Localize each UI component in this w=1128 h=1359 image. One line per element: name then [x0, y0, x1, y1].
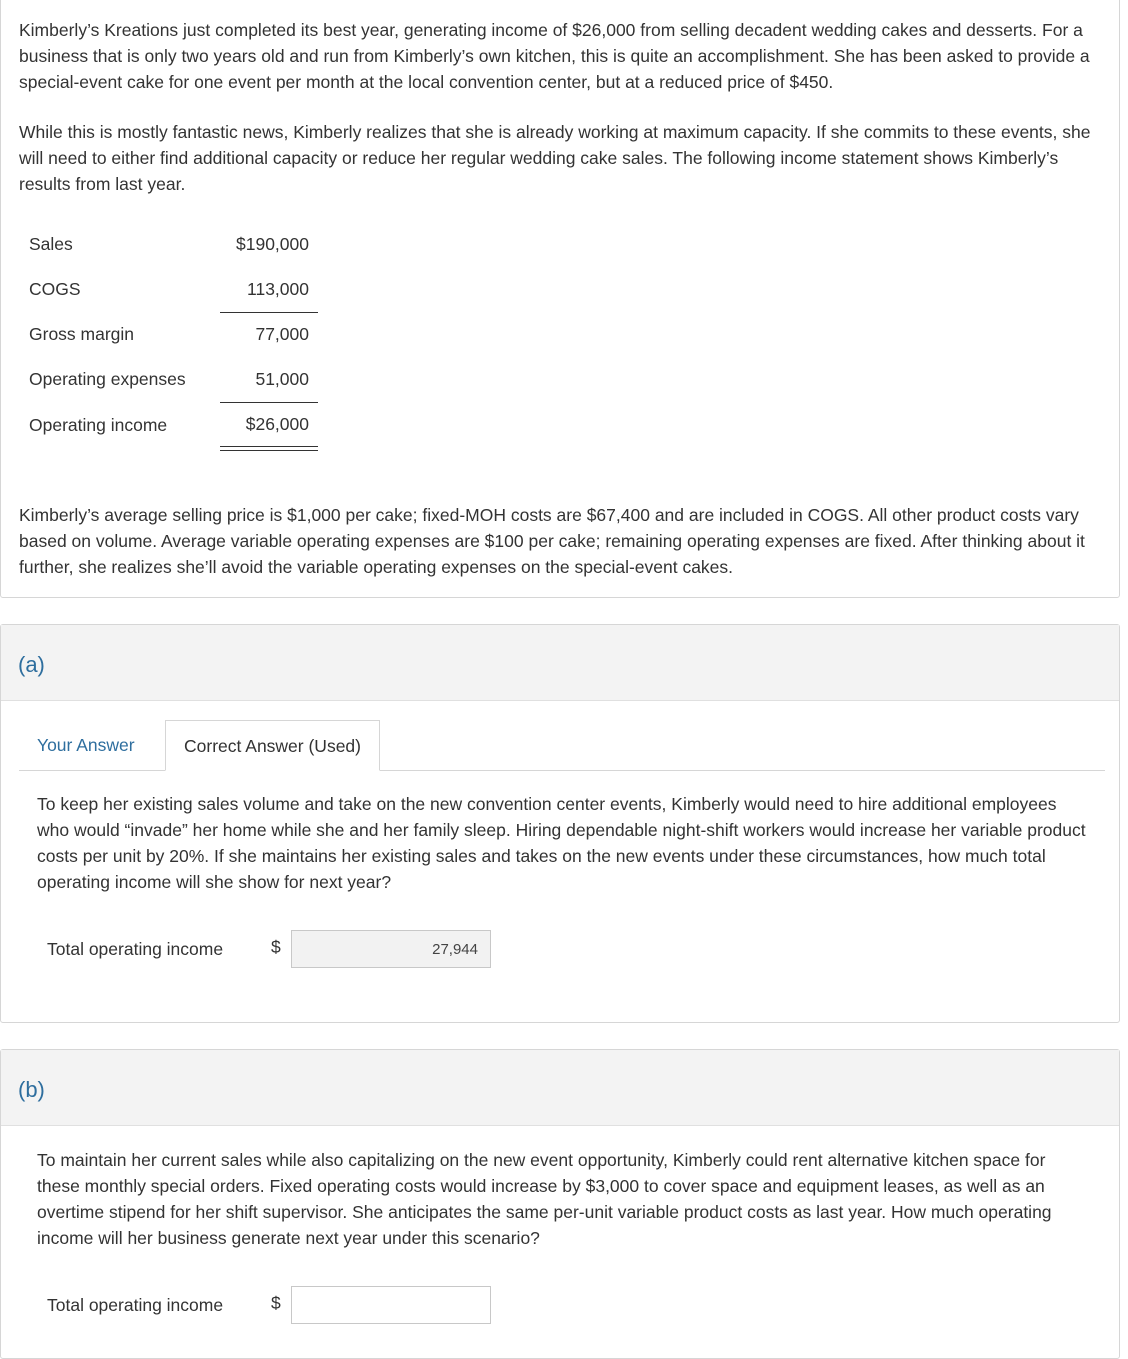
part-b-answer-label: Total operating income: [47, 1295, 224, 1315]
part-a-answer-label: Total operating income: [47, 939, 224, 959]
stmt-double-underline: [220, 450, 318, 451]
stmt-value-operating-expenses: 51,000: [255, 369, 309, 389]
part-a-currency: $: [271, 937, 281, 957]
stmt-label-operating-expenses: Operating expenses: [29, 369, 186, 389]
stmt-value-cogs: 113,000: [247, 279, 309, 299]
part-b-answer-input[interactable]: [291, 1286, 491, 1324]
stmt-underline: [220, 312, 318, 313]
part-b-question: To maintain her current sales while also capitalizing on the new event opportunity, Kimberly could rent alternative kitchen space for these monthly special orders. Fixed operating costs would increase by $3,000 to cover space and equipment leases, as well as an overtime stipend for her shift supervisor. She anticipates the same per-unit variable product costs as last year. How much operating income will her business generate next year under this scenario?: [37, 1150, 1052, 1248]
stmt-value-operating-income: $26,000: [245, 414, 309, 434]
stmt-label-cogs: COGS: [29, 279, 81, 299]
stmt-value-sales: $190,000: [236, 234, 309, 254]
part-b-letter: (b): [18, 1077, 45, 1102]
stmt-value-gross-margin: 77,000: [255, 324, 309, 344]
part-b-currency: $: [271, 1293, 281, 1313]
intro-paragraph-1: Kimberly’s Kreations just completed its best year, generating income of $26,000 from selling decadent wedding cakes and desserts. For a business that is only two years old and run from Kimberly’s own kitchen, this is quite an accomplishment. She has been asked to provide a special-event cake for one event per month at the local convention center, but at a reduced price of $450.: [19, 20, 1090, 92]
part-b-header: [1, 1050, 1119, 1126]
part-a-letter: (a): [18, 652, 45, 677]
stmt-double-underline: [220, 446, 318, 447]
stmt-label-gross-margin: Gross margin: [29, 324, 135, 344]
part-a-answer-input[interactable]: [291, 930, 491, 968]
tab-correct-answer[interactable]: Correct Answer (Used): [165, 720, 380, 771]
part-b-card: [0, 1049, 1120, 1359]
intro-paragraph-3: Kimberly’s average selling price is $1,000 per cake; fixed-MOH costs are $67,400 and are included in COGS. All other product costs vary based on volume. Average variable operating expenses are $100 per cake; remaining operating expenses are fixed. After thinking about it further, she realizes she’ll avoid the variable operating expenses on the special-event cakes.: [19, 505, 1085, 577]
stmt-label-sales: Sales: [29, 234, 73, 254]
intro-paragraph-2: While this is mostly fantastic news, Kimberly realizes that she is already working at maximum capacity. If she commits to these events, she will need to either find additional capacity or reduce her regular wedding cake sales. The following income statement shows Kimberly’s results from last year.: [19, 122, 1091, 194]
answer-tabs: [19, 720, 1105, 771]
part-a-header: [1, 625, 1119, 701]
part-a-question: To keep her existing sales volume and take on the new convention center events, Kimberly would need to hire additional employees who would “invade” her home while she and her family sleep. Hiring dependable night-shift workers would increase her variable product costs per unit by 20%. If she maintains her existing sales and takes on the new events under these circumstances, how much total operating income will she show for next year?: [37, 794, 1086, 892]
stmt-underline: [220, 402, 318, 403]
tab-your-answer[interactable]: Your Answer: [37, 735, 135, 755]
stmt-label-operating-income: Operating income: [29, 415, 168, 435]
part-a-card: [0, 624, 1120, 1023]
problem-card: [0, 0, 1120, 598]
